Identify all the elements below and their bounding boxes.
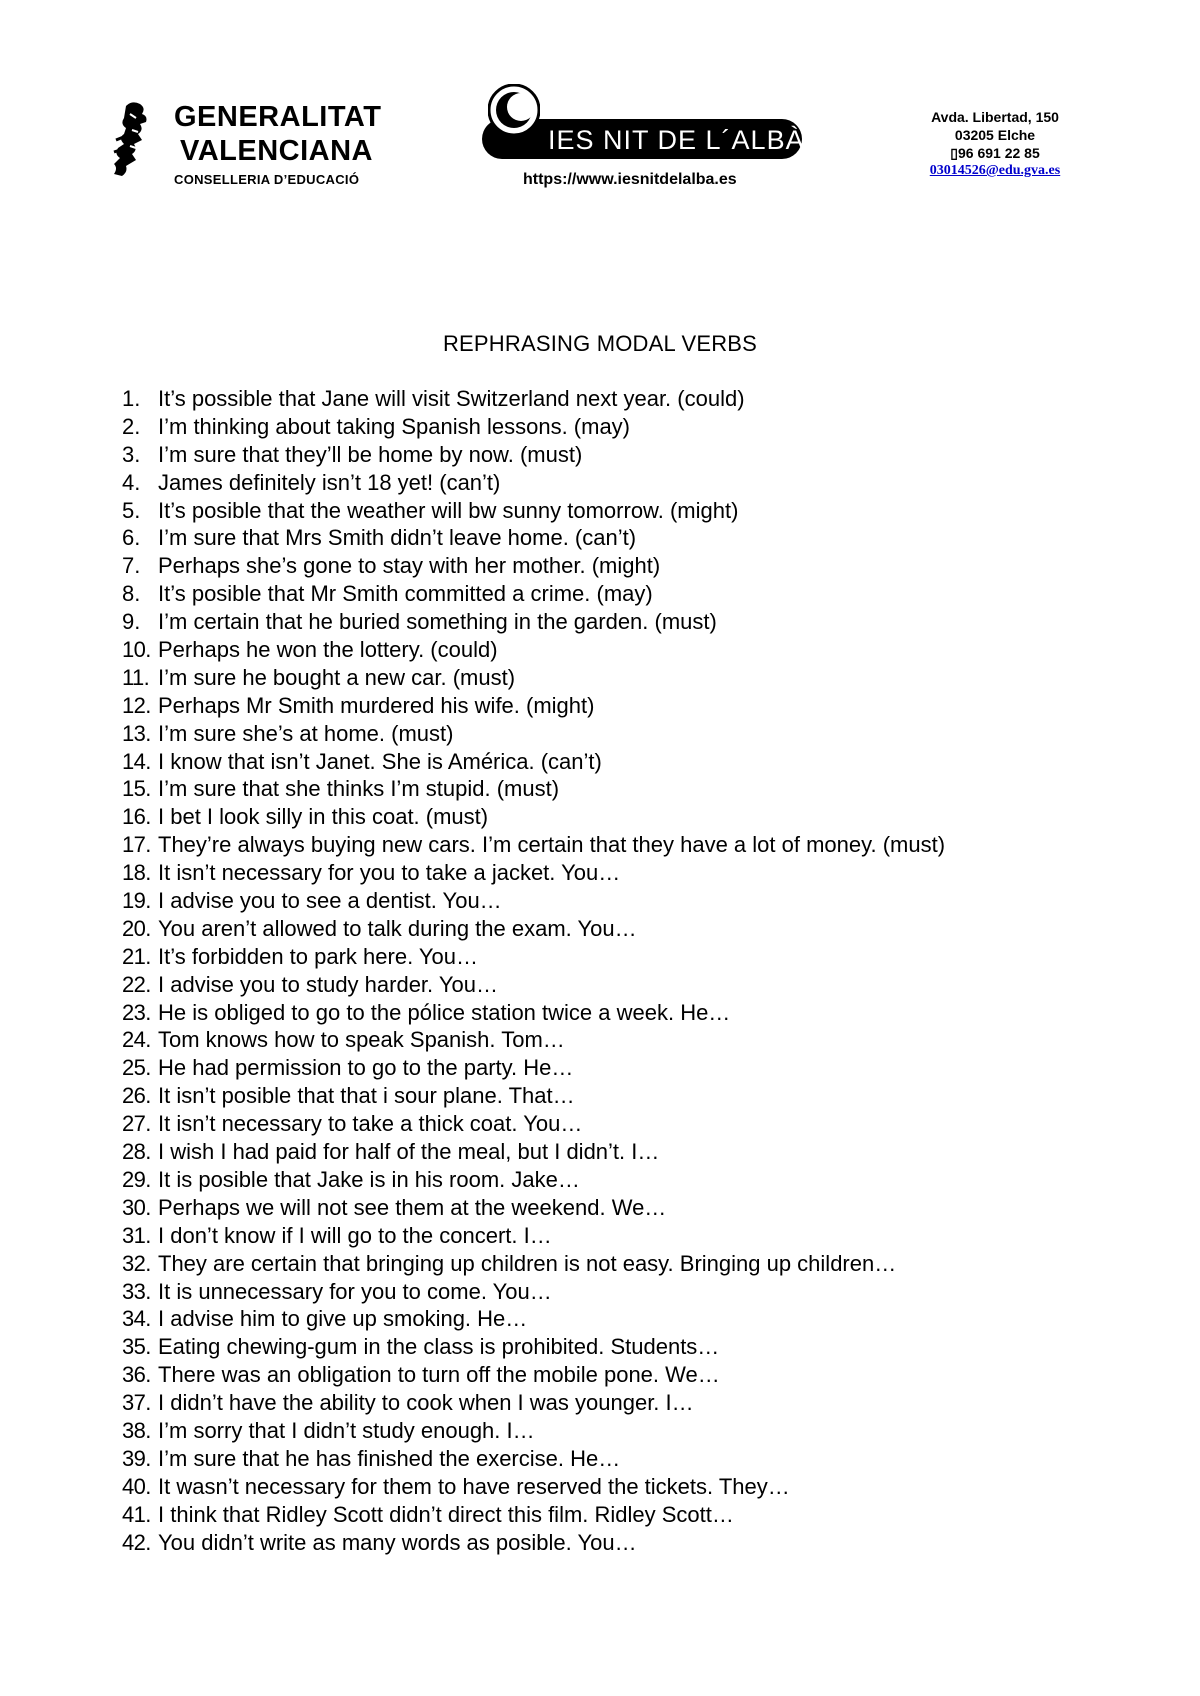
exercise-number: 16. <box>122 804 151 830</box>
exercise-number: 3. <box>122 441 141 467</box>
exercise-item <box>122 1417 945 1445</box>
exercise-item <box>122 552 945 580</box>
exercise-item <box>122 664 945 692</box>
exercise-item <box>122 1389 945 1417</box>
exercise-number: 12. <box>122 692 151 718</box>
exercise-item <box>122 1110 945 1138</box>
exercise-number: 29. <box>122 1166 151 1192</box>
school-moon-logo-icon <box>488 84 540 136</box>
exercise-item <box>122 1194 945 1222</box>
exercise-text: I’m sure that he has finished the exercise. He… <box>158 1445 621 1471</box>
exercise-number: 42. <box>122 1529 151 1555</box>
exercise-item <box>122 1501 945 1529</box>
exercise-item <box>122 413 945 441</box>
exercise-text: It wasn’t necessary for them to have reserved the tickets. They… <box>158 1473 790 1499</box>
exercise-text: I’m certain that he buried something in the garden. (must) <box>158 609 717 635</box>
exercise-item <box>122 1305 945 1333</box>
page-title: REPHRASING MODAL VERBS <box>442 331 758 356</box>
exercise-number: 15. <box>122 776 151 802</box>
exercise-number: 5. <box>122 497 141 523</box>
address-email[interactable]: 03014526@edu.gva.es <box>929 163 1061 178</box>
exercise-text: I didn’t have the ability to cook when I was younger. I… <box>158 1390 694 1416</box>
address-phone-line <box>900 144 1090 162</box>
exercise-text: There was an obligation to turn off the mobile pone. We… <box>158 1362 720 1388</box>
exercise-item <box>122 915 945 943</box>
exercise-number: 27. <box>122 1111 151 1137</box>
exercise-text: It’s posible that the weather will bw sunny tomorrow. (might) <box>158 497 739 523</box>
exercise-item <box>122 971 945 999</box>
exercise-text: They’re always buying new cars. I’m certain that they have a lot of money. (must) <box>158 832 946 858</box>
exercise-item <box>122 385 945 413</box>
exercise-item <box>122 775 945 803</box>
exercise-text: I’m thinking about taking Spanish lessons. (may) <box>158 413 631 439</box>
exercise-item <box>122 1333 945 1361</box>
exercise-text: I know that isn’t Janet. She is América. (can’t) <box>158 748 602 774</box>
exercise-text: I’m sure that Mrs Smith didn’t leave home. (can’t) <box>158 525 637 551</box>
exercise-item <box>122 1222 945 1250</box>
exercise-number: 20. <box>122 915 151 941</box>
exercise-text: You didn’t write as many words as posible. You… <box>158 1529 637 1555</box>
exercise-text: I think that Ridley Scott didn’t direct this film. Ridley Scott… <box>158 1501 734 1527</box>
exercise-text: James definitely isn’t 18 yet! (can’t) <box>158 469 501 495</box>
generalitat-line1: GENERALITAT <box>174 101 382 133</box>
exercise-text: It is posible that Jake is in his room. Jake… <box>158 1166 580 1192</box>
exercise-item <box>122 636 945 664</box>
exercise-number: 30. <box>122 1194 151 1220</box>
exercise-text: I bet I look silly in this coat. (must) <box>158 804 489 830</box>
address-city: 03205 Elche <box>954 127 1036 143</box>
exercise-number: 21. <box>122 943 151 969</box>
exercise-item <box>122 524 945 552</box>
exercise-number: 26. <box>122 1083 151 1109</box>
exercise-item <box>122 1026 945 1054</box>
exercise-text: I advise him to give up smoking. He… <box>158 1306 528 1332</box>
exercise-text: Perhaps she’s gone to stay with her mother. (might) <box>158 553 661 579</box>
exercise-text: Eating chewing-gum in the class is prohibited. Students… <box>158 1334 720 1360</box>
exercise-text: I advise you to study harder. You… <box>158 971 499 997</box>
exercise-text: It’s posible that Mr Smith committed a crime. (may) <box>158 581 653 607</box>
exercise-item <box>122 803 945 831</box>
exercise-text: It is unnecessary for you to come. You… <box>158 1278 552 1304</box>
exercise-text: It’s forbidden to park here. You… <box>158 943 479 969</box>
exercise-item <box>122 999 945 1027</box>
exercise-number: 11. <box>122 664 150 690</box>
exercise-text: It’s possible that Jane will visit Switzerland next year. (could) <box>158 386 745 411</box>
exercise-number: 39. <box>122 1445 151 1471</box>
exercise-number: 10. <box>122 637 151 663</box>
exercise-text: Tom knows how to speak Spanish. Tom… <box>158 1027 565 1053</box>
exercise-item <box>122 887 945 915</box>
school-url[interactable]: https://www.iesnitdelalba.es <box>523 171 737 188</box>
exercise-number: 33. <box>122 1278 151 1304</box>
exercise-item <box>122 1361 945 1389</box>
exercise-item <box>122 943 945 971</box>
exercise-number: 1. <box>122 386 141 411</box>
exercise-number: 36. <box>122 1362 151 1388</box>
exercise-item <box>122 1473 945 1501</box>
exercise-item <box>122 1445 945 1473</box>
exercise-text: I’m sure he bought a new car. (must) <box>158 664 516 690</box>
exercise-text: He had permission to go to the party. He… <box>158 1055 574 1081</box>
exercise-number: 24. <box>122 1027 151 1053</box>
exercise-text: I’m sorry that I didn’t study enough. I… <box>158 1417 535 1443</box>
exercise-number: 19. <box>122 888 151 914</box>
exercise-number: 25. <box>122 1055 151 1081</box>
exercise-text: I wish I had paid for half of the meal, but I didn’t. I… <box>158 1139 660 1165</box>
exercise-item <box>122 1082 945 1110</box>
exercise-list <box>122 385 945 1556</box>
exercise-text: It isn’t necessary to take a thick coat. You… <box>158 1111 583 1137</box>
exercise-number: 28. <box>122 1139 151 1165</box>
exercise-number: 38. <box>122 1417 151 1443</box>
address-phone: 96 691 22 85 <box>957 145 1040 161</box>
exercise-item <box>122 1166 945 1194</box>
address-street: Avda. Libertad, 150 <box>931 109 1059 125</box>
exercise-number: 7. <box>122 553 141 579</box>
exercise-number: 22. <box>122 971 151 997</box>
exercise-item <box>122 1138 945 1166</box>
exercise-number: 23. <box>122 999 151 1025</box>
exercise-item <box>122 720 945 748</box>
exercise-text: It isn’t posible that that i sour plane. That… <box>158 1083 575 1109</box>
exercise-number: 14. <box>122 748 151 774</box>
exercise-item <box>122 748 945 776</box>
exercise-number: 8. <box>122 581 141 607</box>
exercise-item <box>122 469 945 497</box>
exercise-number: 17. <box>122 832 151 858</box>
school-name: IES NIT DE L´ALBÀ <box>548 125 805 155</box>
exercise-number: 41. <box>122 1501 151 1527</box>
exercise-number: 35. <box>122 1334 151 1360</box>
page-header <box>0 0 1200 220</box>
exercise-text: I’m sure that they’ll be home by now. (must) <box>158 441 583 467</box>
exercise-item <box>122 831 945 859</box>
exercise-text: Perhaps we will not see them at the weekend. We… <box>158 1194 667 1220</box>
exercise-text: I’m sure that she thinks I’m stupid. (must) <box>158 776 560 802</box>
exercise-text: Perhaps Mr Smith murdered his wife. (might) <box>158 692 595 718</box>
exercise-number: 37. <box>122 1390 151 1416</box>
exercise-text: I’m sure she’s at home. (must) <box>158 720 454 746</box>
exercise-item <box>122 1054 945 1082</box>
generalitat-text <box>174 100 434 187</box>
exercise-text: They are certain that bringing up children is not easy. Bringing up children… <box>158 1250 897 1276</box>
exercise-item <box>122 692 945 720</box>
exercise-text: It isn’t necessary for you to take a jacket. You… <box>158 860 621 886</box>
exercise-item <box>122 1529 945 1557</box>
exercise-number: 31. <box>122 1222 151 1248</box>
exercise-number: 32. <box>122 1250 151 1276</box>
phone-icon: ▯ <box>950 145 958 161</box>
exercise-text: Perhaps he won the lottery. (could) <box>158 637 498 663</box>
exercise-number: 40. <box>122 1473 151 1499</box>
exercise-number: 2. <box>122 413 141 439</box>
exercise-text: I don’t know if I will go to the concert. I… <box>158 1222 552 1248</box>
exercise-item <box>122 859 945 887</box>
address-block <box>900 108 1090 180</box>
exercise-item <box>122 1278 945 1306</box>
generalitat-emblem-icon <box>112 100 156 180</box>
exercise-number: 13. <box>122 720 151 746</box>
exercise-text: You aren’t allowed to talk during the exam. You… <box>158 915 637 941</box>
exercise-number: 6. <box>122 525 141 551</box>
exercise-item <box>122 608 945 636</box>
exercise-text: I advise you to see a dentist. You… <box>158 888 502 914</box>
exercise-text: He is obliged to go to the pólice station twice a week. He… <box>158 999 731 1025</box>
generalitat-line2: VALENCIANA <box>180 135 373 167</box>
exercise-number: 18. <box>122 860 151 886</box>
exercise-item <box>122 1250 945 1278</box>
exercise-item <box>122 497 945 525</box>
exercise-number: 4. <box>122 469 141 495</box>
exercise-number: 34. <box>122 1306 151 1332</box>
exercise-number: 9. <box>122 609 141 635</box>
conselleria-line: CONSELLERIA D’EDUCACIÓ <box>174 172 360 187</box>
exercise-item <box>122 441 945 469</box>
exercise-item <box>122 580 945 608</box>
